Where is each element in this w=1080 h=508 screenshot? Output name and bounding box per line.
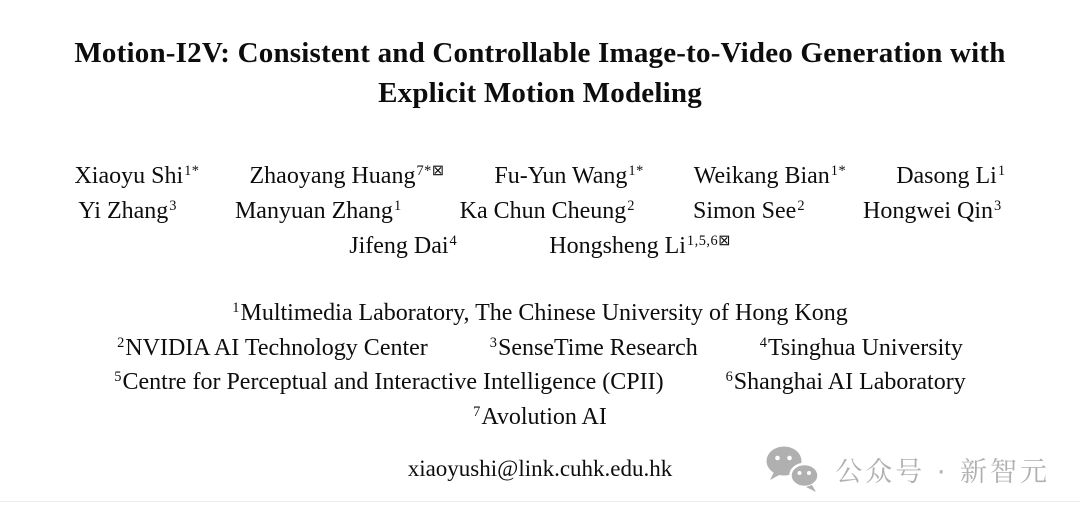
affiliation: $^3$SenseTime Research <box>489 334 698 361</box>
affiliation: $^6$Shanghai AI Laboratory <box>725 369 966 395</box>
author-superscript: 1,5,6⊠ <box>686 233 731 250</box>
author: Zhaoyang Huang$^{7*⊠}$ <box>249 163 445 189</box>
watermark <box>762 444 1050 494</box>
author: Simon See$^2$ <box>693 198 806 224</box>
bottom-divider <box>0 501 1080 502</box>
wechat-icon <box>762 444 822 494</box>
author-row <box>0 195 1080 230</box>
affiliation-superscript: 5 <box>114 369 122 386</box>
author: Hongsheng $Li^{1,5,6⊠}$ <box>549 233 731 259</box>
contact-email: xiaoyushi@link.cuhk.edu.hk <box>407 456 673 481</box>
author: Dasong Li$^1$ <box>896 163 1006 189</box>
author-superscript: 1* <box>830 163 847 180</box>
affil-row <box>0 298 1080 333</box>
author: Xiaoyu Shi$^{1*}$ <box>74 163 200 189</box>
affiliation: $^4$Tsinghua University <box>759 334 963 361</box>
author-superscript: 1* <box>628 163 644 180</box>
author-superscript: 1 <box>997 163 1006 180</box>
affil-row <box>0 402 1080 437</box>
author-block <box>0 160 1080 265</box>
author: Jifeng Dai$^4$ <box>349 233 458 259</box>
author-row <box>0 160 1080 195</box>
wechat-small-bubble <box>791 464 819 492</box>
affiliation-superscript: 3 <box>489 334 497 351</box>
affiliation: $^2$NVIDIA AI Technology Center <box>117 334 428 361</box>
author-superscript: 1 <box>393 198 402 215</box>
watermark-text: 公众号 · 新智元 <box>835 456 1050 488</box>
author-superscript: 2 <box>627 198 635 215</box>
paper-title-line-1: Motion-I2V: Consistent and Controllable Image-to-Video Generation with <box>74 37 1006 69</box>
affiliation-superscript: 4 <box>759 334 767 351</box>
affiliation-superscript: 1 <box>232 300 240 317</box>
paper-title-line-2: Explicit Motion Modeling <box>378 77 702 109</box>
author: Manyuan Zhang$^1$ <box>234 198 402 224</box>
affiliation-block <box>0 298 1080 436</box>
affiliation-superscript: 7 <box>473 403 481 420</box>
author: Yi Zhang$^3$ <box>78 198 177 224</box>
author: Fu-Yun Wang$^{1*}$ <box>494 163 644 189</box>
affiliation-superscript: 6 <box>725 369 733 386</box>
affiliation: $^7$Avolution AI <box>473 403 607 430</box>
affiliation: $^1$Multimedia Laboratory, The Chinese University of Hong Kong <box>232 300 848 326</box>
paper-title <box>0 33 1080 113</box>
author-superscript: 2 <box>797 198 806 215</box>
affiliation: $^5$Centre for Perceptual and Interactive Intelligence (CPII) <box>114 369 664 395</box>
author: Weikang Bian$^{1*}$ <box>693 163 847 189</box>
affil-row <box>0 333 1080 368</box>
affil-row <box>0 367 1080 402</box>
author-row <box>0 230 1080 265</box>
author-superscript: 3 <box>994 198 1002 215</box>
author-superscript: 7*⊠ <box>416 163 445 180</box>
affiliation-superscript: 2 <box>117 334 125 351</box>
author: Ka Chun Cheung$^2$ <box>459 198 635 224</box>
author-superscript: 4 <box>449 233 458 250</box>
author: Hongwei Qin$^3$ <box>863 198 1002 224</box>
author-superscript: 1* <box>184 163 200 180</box>
author-superscript: 3 <box>169 198 177 215</box>
